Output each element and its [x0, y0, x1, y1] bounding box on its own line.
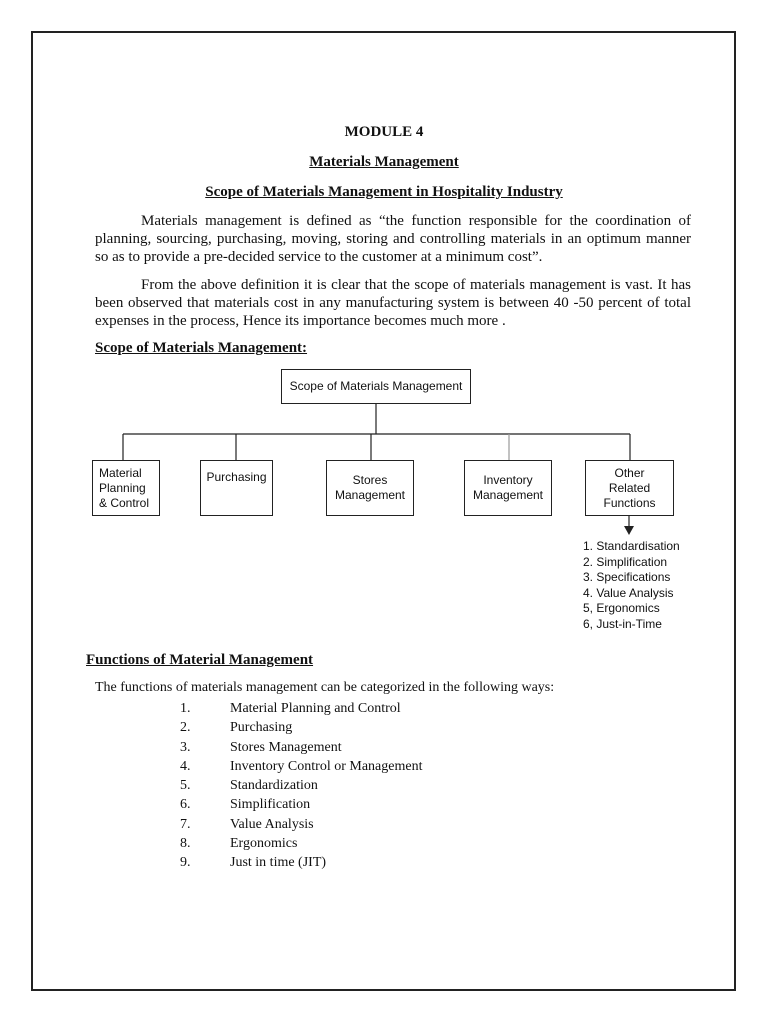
diagram-box-material-planning: Material Planning & Control — [92, 460, 160, 516]
list-item — [180, 738, 422, 757]
list-item — [180, 834, 422, 853]
diagram-root-box: Scope of Materials Management — [281, 369, 471, 404]
list-label: Value Analysis — [230, 816, 314, 832]
list-label: Ergonomics — [230, 836, 298, 852]
diagram-box-stores-management: Stores Management — [326, 460, 414, 516]
diagram-box-purchasing: Purchasing — [200, 460, 273, 516]
functions-heading: Functions of Material Management — [86, 652, 314, 668]
diagram-box-inventory-management: Inventory Management — [464, 460, 552, 516]
arrow-down-icon — [624, 526, 634, 535]
scope-heading: Scope of Materials Management: — [95, 340, 308, 356]
list-item: 2. Simplification — [583, 554, 668, 569]
list-label: Just in time (JIT) — [230, 855, 327, 871]
list-number: 9. — [180, 855, 191, 871]
list-item — [180, 776, 422, 795]
list-item — [180, 795, 422, 814]
functions-intro: The functions of materials management can be categorized in the following ways: — [95, 680, 555, 695]
list-item — [180, 699, 422, 718]
list-number: 4. — [180, 758, 191, 774]
module-heading: MODULE 4 — [344, 124, 424, 140]
list-item: 3. Specifications — [583, 570, 671, 584]
list-label: Purchasing — [230, 720, 293, 736]
list-item: 1. Standardisation — [583, 539, 680, 553]
definition-text: Materials management is defined as “the function responsible for the coordination of planning, sourcing, purchasing, moving, storing and controlling materials in an optimum manner so as to provide a pre-decided service to the customer at a minimum cost”. — [95, 213, 691, 265]
list-label: Stores Management — [230, 739, 342, 755]
list-number: 3. — [180, 739, 191, 755]
list-label: Inventory Control or Management — [230, 758, 423, 774]
list-item — [180, 718, 422, 737]
scope-text: From the above definition it is clear that the scope of materials management is vast. It has been observed that materials cost in any manufacturing system is between 40 -50 percent of total expenses in the process, Hence its importance becomes much more . — [95, 277, 691, 329]
list-number: 7. — [180, 816, 191, 832]
list-label: Material Planning and Control — [230, 701, 401, 716]
list-label: Simplification — [230, 797, 311, 813]
page-title: Materials Management — [309, 154, 459, 170]
list-number: 8. — [180, 836, 191, 852]
list-item — [180, 853, 422, 872]
list-number: 6. — [180, 797, 191, 813]
list-item: 4. Value Analysis — [583, 585, 674, 600]
page-subtitle: Scope of Materials Management in Hospitality Industry — [205, 184, 563, 200]
list-number: 2. — [180, 720, 191, 736]
list-item — [180, 815, 422, 834]
list-number: 5. — [180, 778, 191, 794]
functions-list — [180, 699, 422, 873]
list-label: Standardization — [230, 778, 318, 794]
other-functions-list — [583, 539, 733, 632]
diagram-box-other-functions: Other Related Functions — [585, 460, 674, 516]
list-item: 6, Just-in-Time — [583, 616, 662, 631]
list-item — [180, 757, 422, 776]
list-item: 5, Ergonomics — [583, 601, 660, 615]
list-number: 1. — [180, 701, 191, 716]
